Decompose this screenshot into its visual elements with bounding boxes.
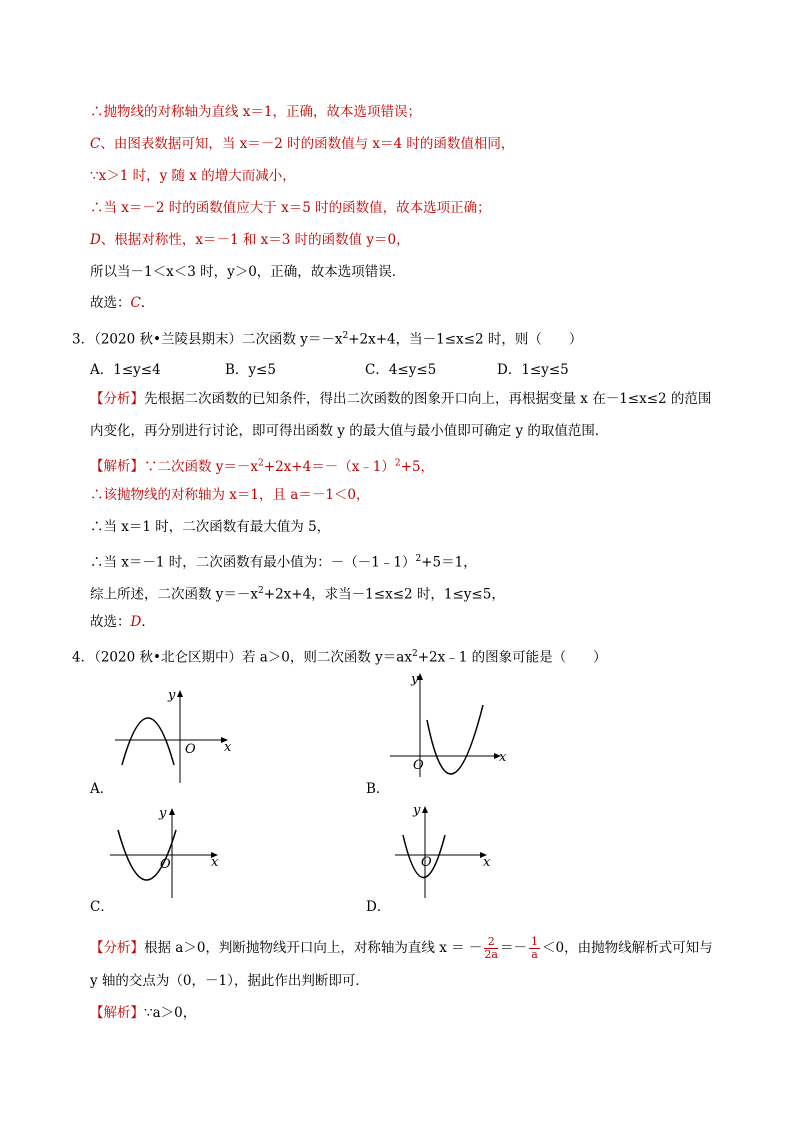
text-fragment	[144, 459, 434, 475]
text-fragment: ∴当 x＝－1 时，二次函数有最小值为：－（－1﹣1）	[90, 554, 416, 571]
option-a: A．1≤y≤4	[90, 362, 161, 378]
graph-label-d: D．	[366, 899, 391, 915]
superscript: 2	[258, 458, 264, 468]
denominator: a	[531, 948, 538, 961]
question-3-stem	[72, 327, 582, 349]
denominator: 2a	[484, 948, 498, 961]
text-fragment: ．	[140, 295, 155, 311]
text-fragment: 、根据对称性，x＝－1 和 x＝3 时的函数值 y＝0，	[100, 232, 410, 248]
text-fragment: +2x+4，求当－1≤x≤2 时，1≤y≤5，	[263, 586, 505, 603]
x-axis-label: x	[483, 855, 491, 870]
parabola	[122, 718, 174, 765]
numerator: 2	[484, 936, 498, 949]
text-line	[90, 294, 154, 312]
solution-line	[90, 454, 434, 476]
text-fragment: ∵二次函数 y＝－x	[144, 458, 259, 475]
text-fragment: ＜0，由抛物线解析式可知与	[541, 940, 713, 956]
solution-line	[90, 582, 505, 604]
origin-label: O	[160, 857, 171, 872]
analysis-line	[90, 390, 711, 408]
graph-c	[110, 800, 230, 900]
text-line	[90, 135, 514, 153]
text-fragment: ．	[141, 614, 155, 630]
origin-label: O	[185, 742, 196, 757]
answer-letter: D	[130, 614, 142, 630]
analysis-tag: 【分析】	[90, 391, 144, 407]
y-axis-arrow	[169, 808, 175, 815]
text-fragment: +5＝1，	[421, 554, 477, 571]
text-line: ∴当 x＝－2 时的函数值应大于 x＝5 时的函数值，故本选项正确；	[90, 200, 491, 216]
solution-line	[90, 1004, 196, 1022]
graph-a	[110, 685, 240, 785]
superscript: 2	[415, 554, 422, 564]
text-line: 所以当－1＜x＜3 时，y＞0，正确，故本选项错误．	[90, 264, 406, 280]
y-axis-label: y	[413, 803, 421, 818]
option-letter: C	[90, 136, 101, 152]
y-axis-label: y	[159, 806, 167, 821]
option-c: C．4≤y≤5	[365, 362, 437, 378]
analysis-line: y 轴的交点为（0，－1），据此作出判断即可．	[90, 973, 369, 989]
origin-label: O	[421, 855, 432, 870]
text-fragment: 先根据二次函数的已知条件，得出二次函数的图象开口向上，再根据变量 x 在－1≤x≤2 的范围	[144, 391, 712, 407]
superscript: 2	[411, 649, 418, 659]
graph-label-c: C．	[90, 899, 114, 915]
text-line	[90, 231, 410, 249]
text-fragment: +2x+4＝－（x﹣1）	[263, 458, 395, 475]
analysis-line	[90, 934, 713, 962]
text-fragment: +5，	[400, 458, 435, 475]
y-axis-label: y	[411, 672, 419, 687]
fraction	[484, 936, 498, 961]
text-fragment: +2x﹣1 的图象可能是（ ）	[417, 649, 607, 666]
analysis-line: 内变化，再分别进行讨论，即可得出函数 y 的最大值与最小值即可确定 y 的取值范围．	[90, 423, 609, 439]
text-fragment: 故选：	[90, 614, 131, 630]
superscript: 2	[342, 331, 349, 341]
solution-line	[90, 550, 477, 572]
text-line: ∵x＞1 时，y 随 x 的增大而减小，	[90, 168, 296, 184]
text-fragment: 、由图表数据可知，当 x＝－2 时的函数值与 x＝4 时的函数值相同，	[100, 136, 515, 152]
option-letter: D	[90, 232, 101, 248]
x-axis-label: x	[499, 750, 507, 765]
text-line: ∴抛物线的对称轴为直线 x＝1，正确，故本选项错误；	[90, 104, 421, 120]
solution-tag: 【解析】	[90, 458, 144, 475]
text-fragment: 根据 a＞0，判断抛物线开口向上，对称轴为直线 x ＝ －	[144, 940, 483, 956]
option-b: B．y≤5	[225, 362, 276, 378]
text-fragment: ∵a＞0，	[144, 1005, 197, 1021]
graph-b	[385, 665, 515, 780]
superscript: 2	[258, 586, 264, 596]
text-fragment: ＝－	[499, 940, 527, 956]
y-axis-label: y	[168, 688, 176, 703]
text-fragment: 3．（2020 秋•兰陵县期末）二次函数 y＝－x	[72, 331, 343, 348]
x-axis-label: x	[211, 855, 219, 870]
text-fragment: +2x+4，当－1≤x≤2 时，则（ ）	[348, 331, 583, 348]
text-fragment: 4．（2020 秋•北仑区期中）若 a＞0，则二次函数 y＝ax	[72, 649, 412, 666]
solution-line: ∴当 x＝1 时，二次函数有最大值为 5，	[90, 519, 331, 535]
solution-line: ∴该抛物线的对称轴为 x＝1，且 a＝－1＜0，	[90, 487, 370, 503]
solution-tag: 【解析】	[90, 1005, 144, 1021]
graph-label-a: A．	[90, 781, 114, 797]
graph-label-b: B．	[366, 781, 390, 797]
parabola	[427, 705, 483, 774]
origin-label: O	[413, 758, 424, 773]
y-axis-arrow	[422, 806, 428, 813]
graph-d	[395, 800, 505, 900]
y-axis-arrow	[177, 690, 183, 697]
x-axis-label: x	[224, 740, 232, 755]
numerator: 1	[530, 935, 538, 948]
text-fragment: 综上所述，二次函数 y＝－x	[90, 586, 259, 603]
superscript: 2	[394, 458, 401, 468]
solution-line	[90, 613, 155, 631]
answer-letter: C	[130, 295, 141, 311]
fraction	[529, 936, 540, 961]
analysis-tag: 【分析】	[90, 940, 144, 956]
text-fragment: 故选：	[90, 295, 131, 311]
option-d: D．1≤y≤5	[497, 362, 569, 378]
question-4-stem	[72, 645, 607, 667]
